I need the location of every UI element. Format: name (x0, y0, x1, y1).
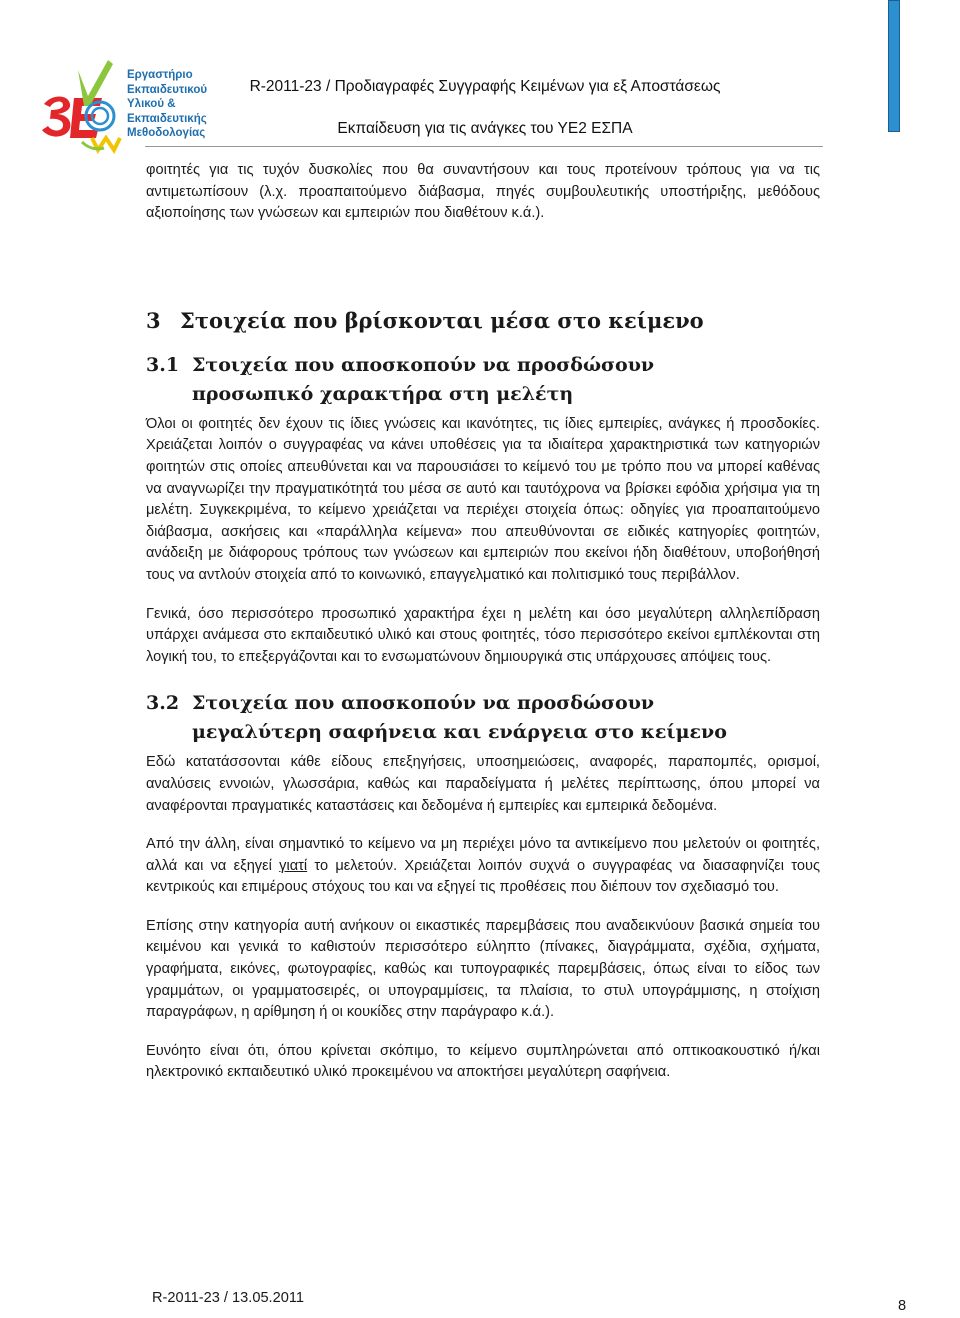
section-3-1-paragraph-1: Όλοι οι φοιτητές δεν έχουν τις ίδιες γνώσεις και ικανότητες, τις ίδιες εμπειρίες, ανάγκες ή προσδοκίες. Χρειάζεται λοιπόν ο συγγραφέας να κάνει υποθέσεις για τα ιδιαίτερα χαρακτηριστικά των κατηγοριών φοιτητών στις οποίες απευθύνεται και να παρουσιάσει το κείμενό του με τρόπο που να μπορεί καθένας να αναγνωρίζει την πραγματικότητά του μέσα σε αυτό και ταυτόχρονα να βρίσκει εφόδια χρήσιμα για τη μελέτη. Συγκεκριμένα, το κείμενο χρειάζεται να περιέχει στοιχεία όπως: οδηγίες για προαπαιτούμενο διάβασμα, ασκήσεις και «παράλληλα κείμενα» που απευθύνονται σε ειδικές κατηγορίες φοιτητών, ανάδειξη με διάφορους τρόπους των γνώσεων και εμπειριών που εκείνοι ήδη διαθέτουν, υποβοήθησή τους να αντλούν στοιχεία από το κοινωνικό, επαγγελματικό και πολιτισμικό τους περιβάλλον. (146, 415, 820, 583)
p2-underlined-word: γιατί (279, 857, 308, 874)
page-body (146, 160, 820, 1084)
section-3-2-title: Στοιχεία που αποσκοπούν να προσδώσουν μεγαλύτερη σαφήνεια και ενάργεια στο κείμενο (192, 692, 727, 744)
section-3-2-paragraph-4: Ευνόητο είναι ότι, όπου κρίνεται σκόπιμο, το κείμενο συμπληρώνεται από οπτικοακουστικό ή/και ηλεκτρονικό εκπαιδευτικό υλικό προκειμένου να αποκτήσει μεγαλύτερη σαφήνεια. (146, 1042, 820, 1081)
section-3-heading (146, 307, 820, 335)
logo-text (127, 68, 217, 141)
logo-line-2: Εκπαιδευτικού (127, 83, 208, 96)
logo-line-5: Μεθοδολογίας (127, 127, 206, 139)
section-3-2-paragraph-1: Εδώ κατατάσσονται κάθε είδους επεξηγήσεις, υποσημειώσεις, αναφορές, παραπομπές, ορισμοί, αναλύσεις εννοιών, γλωσσάρια, καθώς και παραδείγματα ή μελέτες περίπτωσης, όπου μπορεί να αναφέρονται πραγματικές καταστάσεις και δεδομένα ή εμπειρίες και εμπειρικά δεδομένα. (146, 754, 820, 814)
section-3-number: 3 (146, 307, 161, 333)
section-3-title: Στοιχεία που βρίσκονται μέσα στο κείμενο (180, 307, 704, 333)
section-3-1-title: Στοιχεία που αποσκοπούν να προσδώσουν προσωπικό χαρακτήρα στη μελέτη (192, 353, 655, 405)
accent-bar (888, 0, 900, 132)
section-3-2-number: 3.2 (146, 692, 180, 715)
logo-line-3: Υλικού & (127, 98, 176, 110)
footer-doc-ref: R-2011-23 / 13.05.2011 (152, 1290, 304, 1306)
intro-paragraph: φοιτητές για τις τυχόν δυσκολίες που θα συναντήσουν και τους προτείνουν τρόπους για να τις αντιμετωπίσουν (λ.χ. προαπαιτούμενο διάβασμα, πηγές συμβουλευτικής υποστήριξης, μεθόδους αξιοποίησης των γνώσεων και εμπειριών που διαθέτουν κ.ά.). (146, 162, 820, 222)
header-subtitle: Εκπαίδευση για τις ανάγκες του ΥΕ2 ΕΣΠΑ (337, 120, 633, 137)
p2-text-after: το μελετούν. Χρειάζεται λοιπόν συχνά ο συγγραφέας να διασαφηνίζει τους κεντρικούς και επιμέρους στόχους του και να εξηγεί τις προθέσεις που διέπουν τον σχεδιασμό του. (146, 857, 820, 896)
section-3-2-heading (146, 689, 820, 747)
header-divider (145, 146, 823, 147)
section-3-1-number: 3.1 (146, 353, 180, 376)
section-3-1-paragraph-2: Γενικά, όσο περισσότερο προσωπικό χαρακτήρα έχει η μελέτη και όσο μεγαλύτερη αλληλεπίδραση υπάρχει ανάμεσα στο εκπαιδευτικό υλικό και στους φοιτητές, τόσο περισσότερο εκείνοι εμπλέκονται στη λογική του, το επεξεργάζονται και το ενσωματώνουν δημιουργικά στις υπάρχουσες απόψεις τους. (146, 605, 820, 665)
footer-page-number: 8 (898, 1298, 907, 1314)
logo-line-4: Εκπαιδευτικής (127, 112, 207, 125)
logo-line-1: Εργαστήριο (127, 69, 193, 81)
header-title: R-2011-23 / Προδιαγραφές Συγγραφής Κειμένων για εξ Αποστάσεως (249, 78, 721, 95)
section-3-2-paragraph-2 (146, 834, 820, 899)
section-3-1-heading (146, 351, 820, 409)
section-3-2-paragraph-3: Επίσης στην κατηγορία αυτή ανήκουν οι εικαστικές παρεμβάσεις που αναδεικνύουν βασικά σημεία του κειμένου και γενικά το καθιστούν περισσότερο εύληπτο (πίνακες, διαγράμματα, σχέδια, σχήματα, γραφήματα, εικόνες, φωτογραφίες, καθώς και τυπογραφικές παρεμβάσεις, όπως είναι το είδος των γραμμάτων, οι γραμματοσειρές, οι υπογραμμίσεις, τα πλαίσια, το στυλ υπογράμμισης, η στοίχιση παραγράφων, η αρίθμηση ή οι κουκίδες στην παράγραφο κ.ά.). (146, 917, 820, 1021)
p2-text-before: Από την άλλη, είναι σημαντικό το κείμενο να μη περιέχει μόνο τα αντικείμενο που μελετούν οι φοιτητές, αλλά και να εξηγεί (146, 836, 820, 874)
